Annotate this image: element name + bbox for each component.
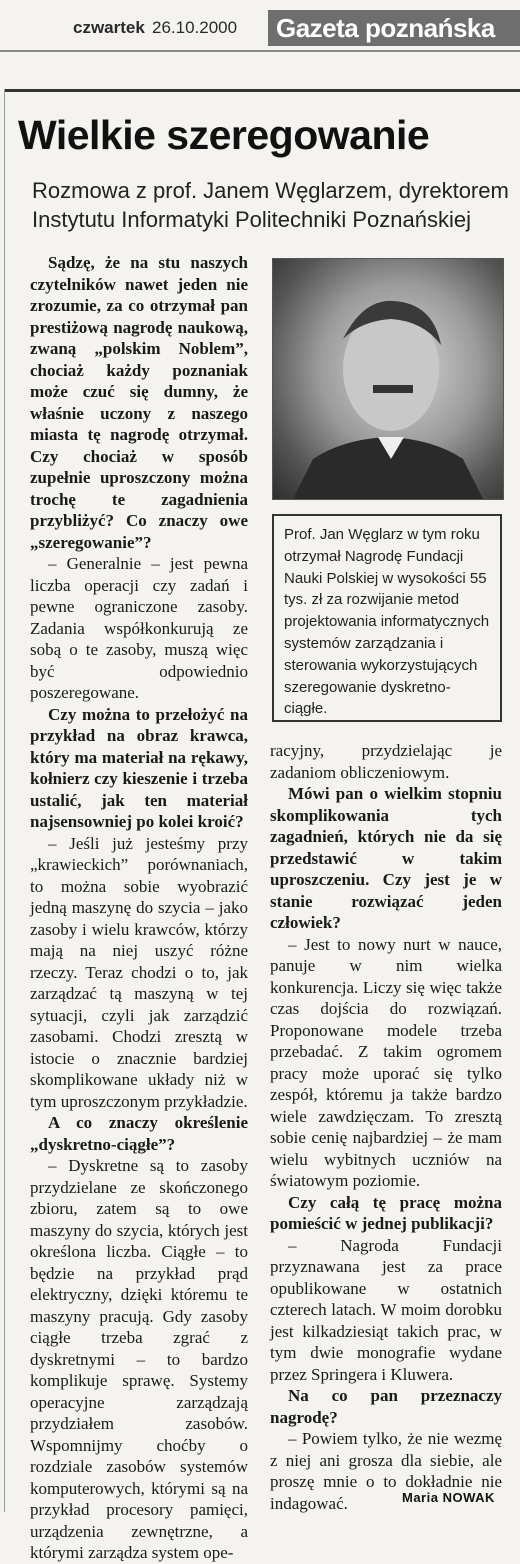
interview-question: Czy całą tę pracę można pomieścić w jednej publikacji?	[270, 1192, 502, 1233]
article-title: Wielkie szeregowanie	[18, 112, 430, 158]
interview-question: A co znaczy określenie „dyskretno-ciągłe”?	[30, 1113, 248, 1154]
interview-answer: – Jest to nowy nurt w nauce, panuje w nim wielka konkurencja. Liczy się więc także czas dojścia do rozwiązań. Proponowane modele trzeba przebadać. Z takim ogromem pracy może uporać się tylko zespół, któremu ja także bardzo wiele zawdzięczam. To zresztą sobie cenię najbardziej – że mam wielu wybitnych uczniów na światowym poziomie.	[270, 934, 502, 1190]
masthead	[0, 0, 520, 62]
left-column	[30, 252, 248, 1564]
right-column	[270, 740, 502, 1514]
masthead-date: 26.10.2000	[152, 18, 238, 37]
masthead-rule	[0, 50, 520, 52]
interview-answer: – Generalnie – jest pewna liczba operacji czy zadań i pewne ograniczone zasoby. Zadania współkonkurują ze sobą o te zasoby, muszą więc być odpowiednio poszeregowane.	[30, 554, 248, 702]
interview-answer: racyjny, przydzielając je zadaniom obliczeniowym.	[270, 741, 502, 782]
author-byline: Maria NOWAK	[402, 1490, 495, 1505]
photo-caption: Prof. Jan Węglarz w tym roku otrzymał Nagrodę Fundacji Nauki Polskiej w wysokości 55 tys. zł za rozwijanie metod projektowania informatycznych systemów zarządzania i sterowania wykorzystujących szeregowanie dyskretno-ciągłe.	[272, 514, 502, 722]
masthead-day: czwartek	[73, 18, 145, 37]
interview-answer: – Dyskretne są to zasoby przydzielane ze skończonego zbioru, zatem są to owe maszyny do szycia, których jest określona liczba. Ciągłe – to będzie na przykład prąd elektryczny, dzięki któremu te maszyny pracują. Gdy zasoby ciągłe trzeba zgrać z dyskretnymi – to bardzo komplikuje sprawę. Systemy operacyjne zarządzają przydziałem zasobów. Wspomnijmy choćby o rozdziale zasobów systemów komputerowych, którymi są na przykład procesory pamięci, urządzenia zewnętrzne, a którymi zarządza system ope-	[30, 1156, 248, 1562]
interview-question: Mówi pan o wielkim stopniu skomplikowania tych zagadnień, których nie da się przedstawić w takim uproszczeniu. Czy jest je w stanie rozwiązać jeden człowiek?	[270, 784, 502, 932]
interview-question: Sądzę, że na stu naszych czytelników nawet jeden nie zrozumie, za co otrzymał pan prestiżową nagrodę naukową, zwaną „polskim Noblem”, chociaż każdy poznaniak może czuć się dumny, że właśnie uczony z naszego miasta tę nagrodę otrzymał. Czy chociaż w sposób zupełnie uproszczony można trochę te zagadnienia przybliżyć? Co znaczy owe „szeregowanie”?	[30, 253, 248, 552]
article-subtitle: Rozmowa z prof. Janem Węglarzem, dyrektorem Instytutu Informatyki Politechniki Poznańskiej	[32, 178, 509, 232]
article-top-rule	[4, 89, 520, 92]
interview-answer: – Powiem tylko, że nie wezmę z niej ani grosza dla siebie, ale proszę mnie o to dokładnie nie indagować.	[270, 1429, 502, 1513]
interview-question: Czy można to przełożyć na przykład na obraz krawca, który ma materiał na rękawy, kołnierz czy kieszenie i trzeba ustalić, jak ten materiał najsensowniej po kolei kroić?	[30, 704, 248, 831]
interview-question: Na co pan przeznaczy nagrodę?	[270, 1386, 502, 1427]
article-left-rule	[4, 89, 5, 1512]
newspaper-name: Gazeta poznańska	[268, 10, 520, 46]
interview-answer: – Jeśli już jesteśmy przy „krawieckich” porównaniach, to można sobie wyobrazić jedną maszynę do szycia – jako zasoby i wielu krawców, którzy mają na niej uszyć różne rzeczy. Teraz chodzi o to, jak zarządzać tą maszyną w tej sytuacji, czyli jak zarządzić zasobami. Chodzi zresztą w istocie o znacznie bardziej skomplikowane układy niż w tym uproszczonym przykładzie.	[30, 833, 248, 1111]
interview-answer: – Nagroda Fundacji przyznawana jest za prace opublikowane w ostatnich czterech latach. W moim dorobku jest kilkadziesiąt takich prac, w tym dwie monografie wydane przez Springera i Kluwera.	[270, 1235, 502, 1384]
portrait-photo	[272, 258, 504, 500]
